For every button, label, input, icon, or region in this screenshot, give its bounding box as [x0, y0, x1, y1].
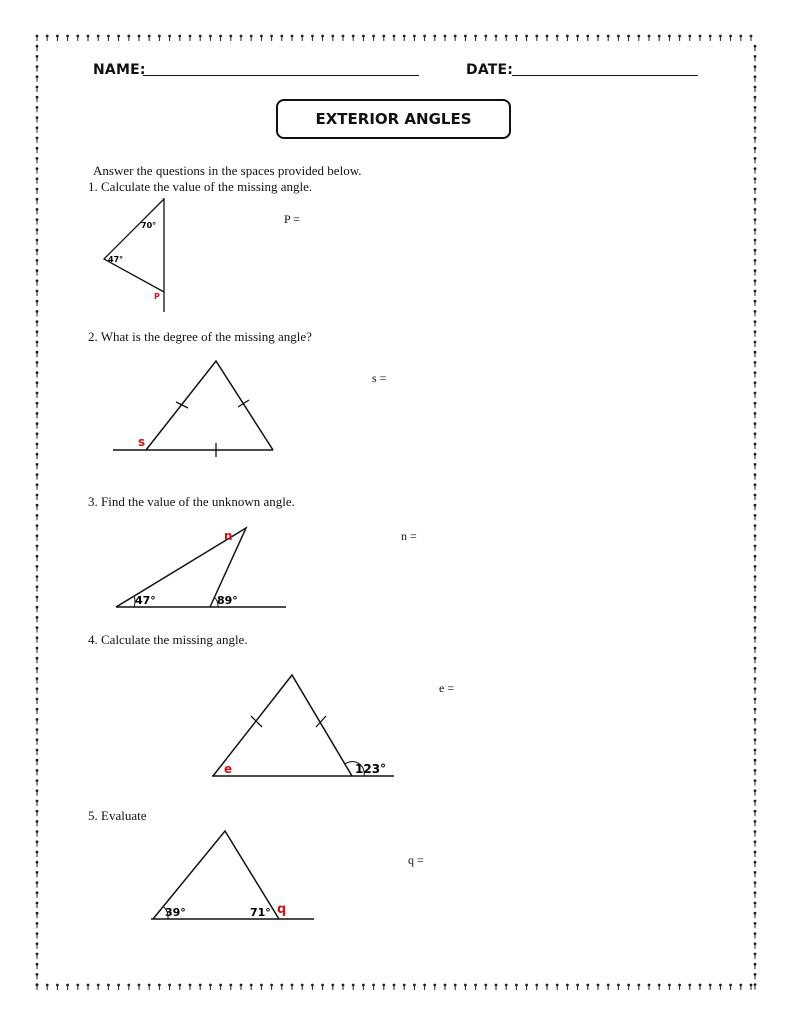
angle-label-e: e	[224, 762, 233, 776]
instructions: Answer the questions in the spaces provided below.	[93, 163, 362, 178]
angle-label-q: q	[277, 902, 287, 917]
question-2-answer-label: s =	[372, 371, 387, 385]
question-5-answer-label: q =	[408, 853, 424, 867]
question-2-prompt: 2. What is the degree of the missing angle?	[88, 329, 312, 344]
angle-label-47: 47°	[135, 594, 156, 607]
question-1-prompt: 1. Calculate the value of the missing angle.	[88, 179, 313, 194]
question-3-prompt: 3. Find the value of the unknown angle.	[88, 494, 295, 509]
angle-label-89: 89°	[217, 594, 238, 607]
question-3-answer-label: n =	[401, 529, 417, 543]
angle-label-70: 70°	[141, 221, 157, 230]
angle-label-39: 39°	[165, 906, 186, 919]
question-5-prompt: 5. Evaluate	[88, 808, 147, 823]
angle-label-123: 123°	[355, 762, 387, 776]
angle-label-s: s	[138, 435, 146, 449]
worksheet-title: EXTERIOR ANGLES	[276, 99, 511, 139]
date-label: DATE:	[466, 62, 514, 78]
angle-label-71: 71°	[250, 906, 271, 919]
question-1-answer-label: P =	[284, 212, 300, 226]
angle-label-n: n	[224, 529, 233, 543]
question-4-prompt: 4. Calculate the missing angle.	[88, 632, 248, 647]
angle-label-p: P	[154, 292, 160, 301]
angle-label-47: 47°	[108, 255, 124, 264]
name-label: NAME:	[93, 62, 146, 78]
question-4-answer-label: e =	[439, 681, 455, 695]
